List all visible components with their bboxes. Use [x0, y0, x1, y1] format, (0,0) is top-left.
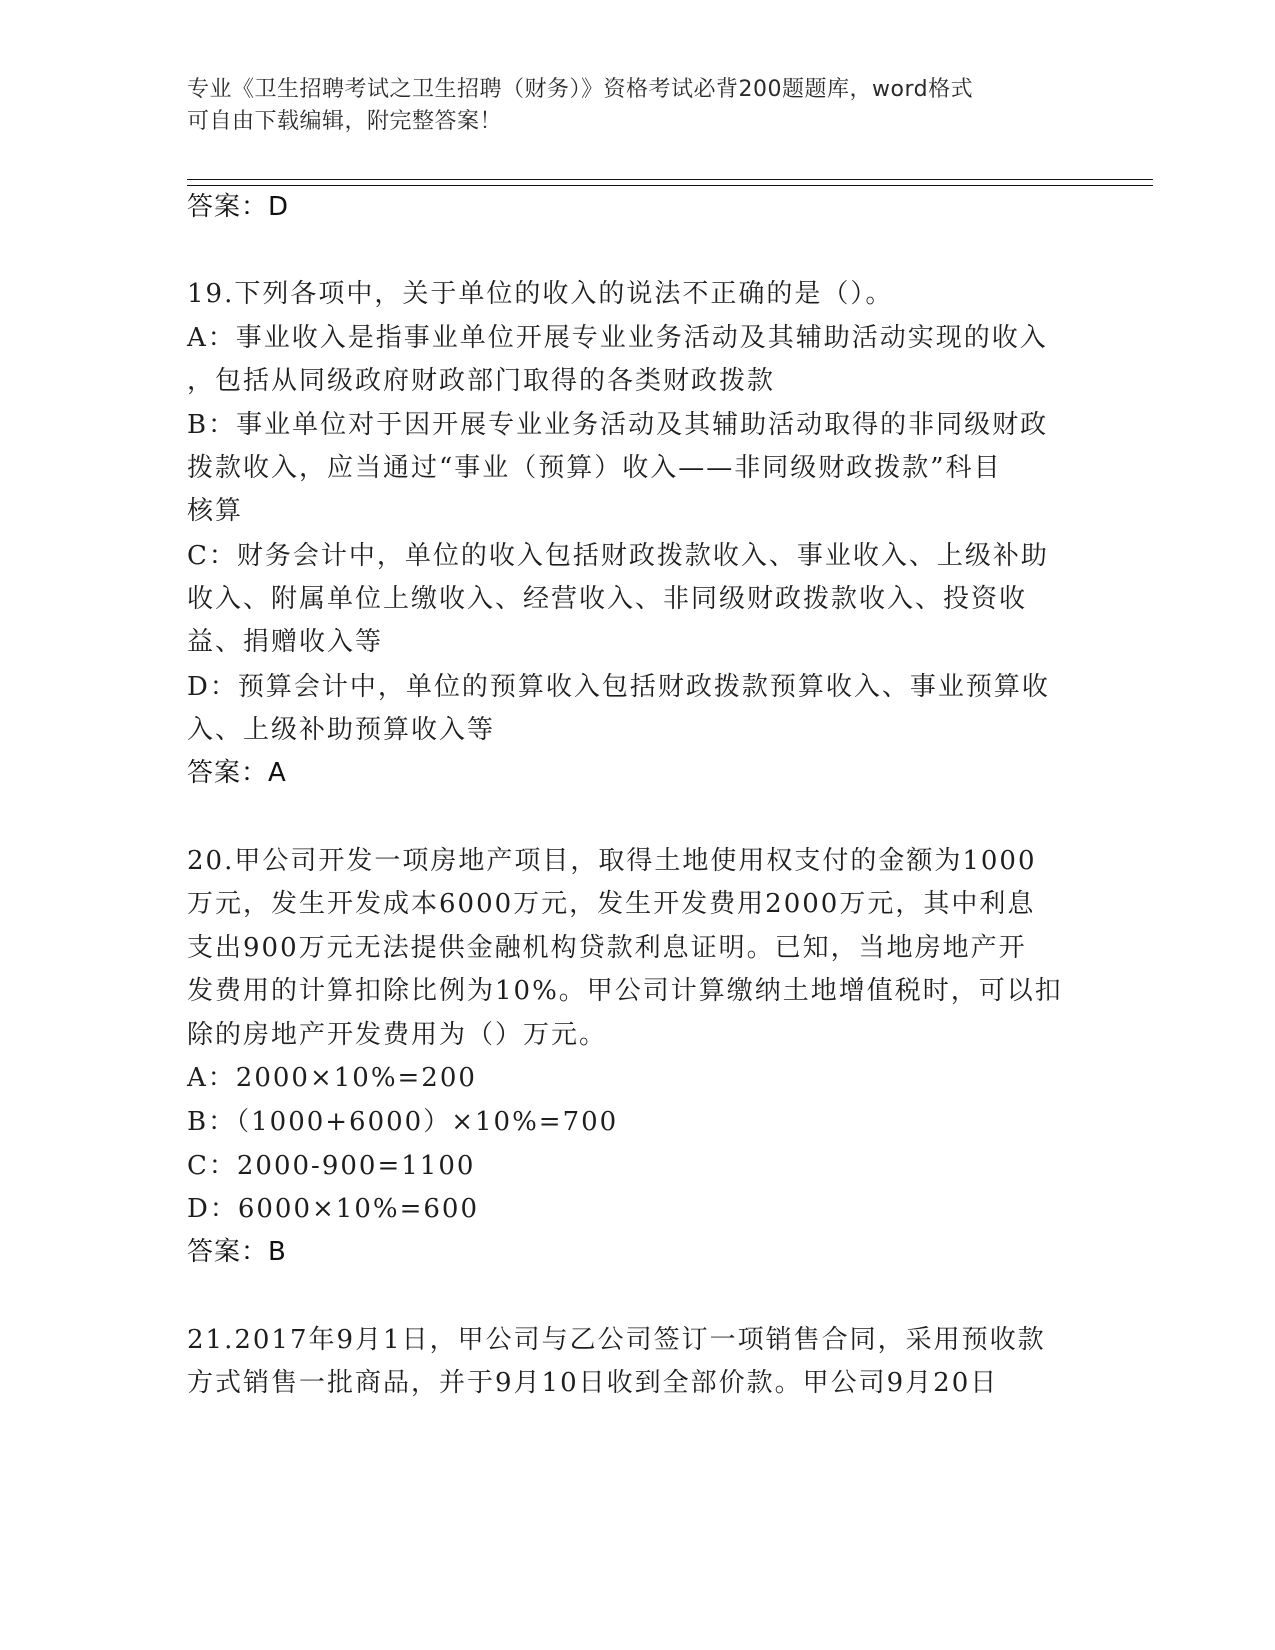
q19-option-a-line-1: A：事业收入是指事业单位开展专业业务活动及其辅助活动实现的收入 — [187, 323, 1048, 353]
q21-stem-line-2: 方式销售一批商品，并于9月10日收到全部价款。甲公司9月20日 — [187, 1368, 999, 1398]
header-rule-bottom — [187, 185, 1153, 186]
q20-option-d: D：6000×10%=600 — [187, 1194, 479, 1224]
q20-stem-line-2: 万元，发生开发成本6000万元，发生开发费用2000万元，其中利息 — [187, 889, 1036, 919]
q20-stem-line-1: 20.甲公司开发一项房地产项目，取得土地使用权支付的金额为1000 — [187, 846, 1037, 876]
q19-option-c-line-1: C：财务会计中，单位的收入包括财政拨款收入、事业收入、上级补助 — [187, 541, 1049, 571]
q19-option-d-line-2: 入、上级补助预算收入等 — [187, 715, 496, 745]
q19-answer: 答案：A — [187, 758, 287, 788]
q20-stem-line-5: 除的房地产开发费用为（）万元。 — [187, 1020, 608, 1050]
document-header — [187, 74, 1087, 138]
q20-option-a: A：2000×10%=200 — [187, 1063, 477, 1093]
q20-answer: 答案：B — [187, 1237, 287, 1267]
q19-option-b-line-2: 拨款收入，应当通过“事业（预算）收入——非同级财政拨款”科目 — [187, 453, 1002, 483]
q20-option-c: C：2000-900=1100 — [187, 1151, 476, 1181]
q19-option-c-line-2: 收入、附属单位上缴收入、经营收入、非同级财政拨款收入、投资收 — [187, 584, 1028, 614]
q19-option-b-line-3: 核算 — [187, 496, 244, 526]
q20-option-b: B：（1000+6000）×10%=700 — [187, 1107, 619, 1137]
answer-previous: 答案：D — [187, 192, 290, 222]
q20-stem-line-3: 支出900万元无法提供金融机构贷款利息证明。已知，当地房地产开 — [187, 933, 1027, 963]
q19-option-d-line-1: D：预算会计中，单位的预算收入包括财政拨款预算收入、事业预算收 — [187, 672, 1050, 702]
header-rule-top — [187, 179, 1153, 180]
q20-stem-line-4: 发费用的计算扣除比例为10%。甲公司计算缴纳土地增值税时，可以扣 — [187, 976, 1063, 1006]
q19-option-c-line-3: 益、捐赠收入等 — [187, 627, 384, 657]
q19-option-b-line-1: B：事业单位对于因开展专业业务活动及其辅助活动取得的非同级财政 — [187, 410, 1049, 440]
q21-stem-line-1: 21.2017年9月1日，甲公司与乙公司签订一项销售合同，采用预收款 — [187, 1325, 1046, 1355]
header-line-1: 专业《卫生招聘考试之卫生招聘（财务）》资格考试必背200题题库，word格式 — [187, 77, 974, 102]
q19-stem: 19.下列各项中，关于单位的收入的说法不正确的是（）。 — [187, 279, 894, 309]
header-line-2: 可自由下载编辑，附完整答案！ — [187, 109, 503, 134]
q19-option-a-line-2: ，包括从同级政府财政部门取得的各类财政拨款 — [187, 366, 776, 396]
